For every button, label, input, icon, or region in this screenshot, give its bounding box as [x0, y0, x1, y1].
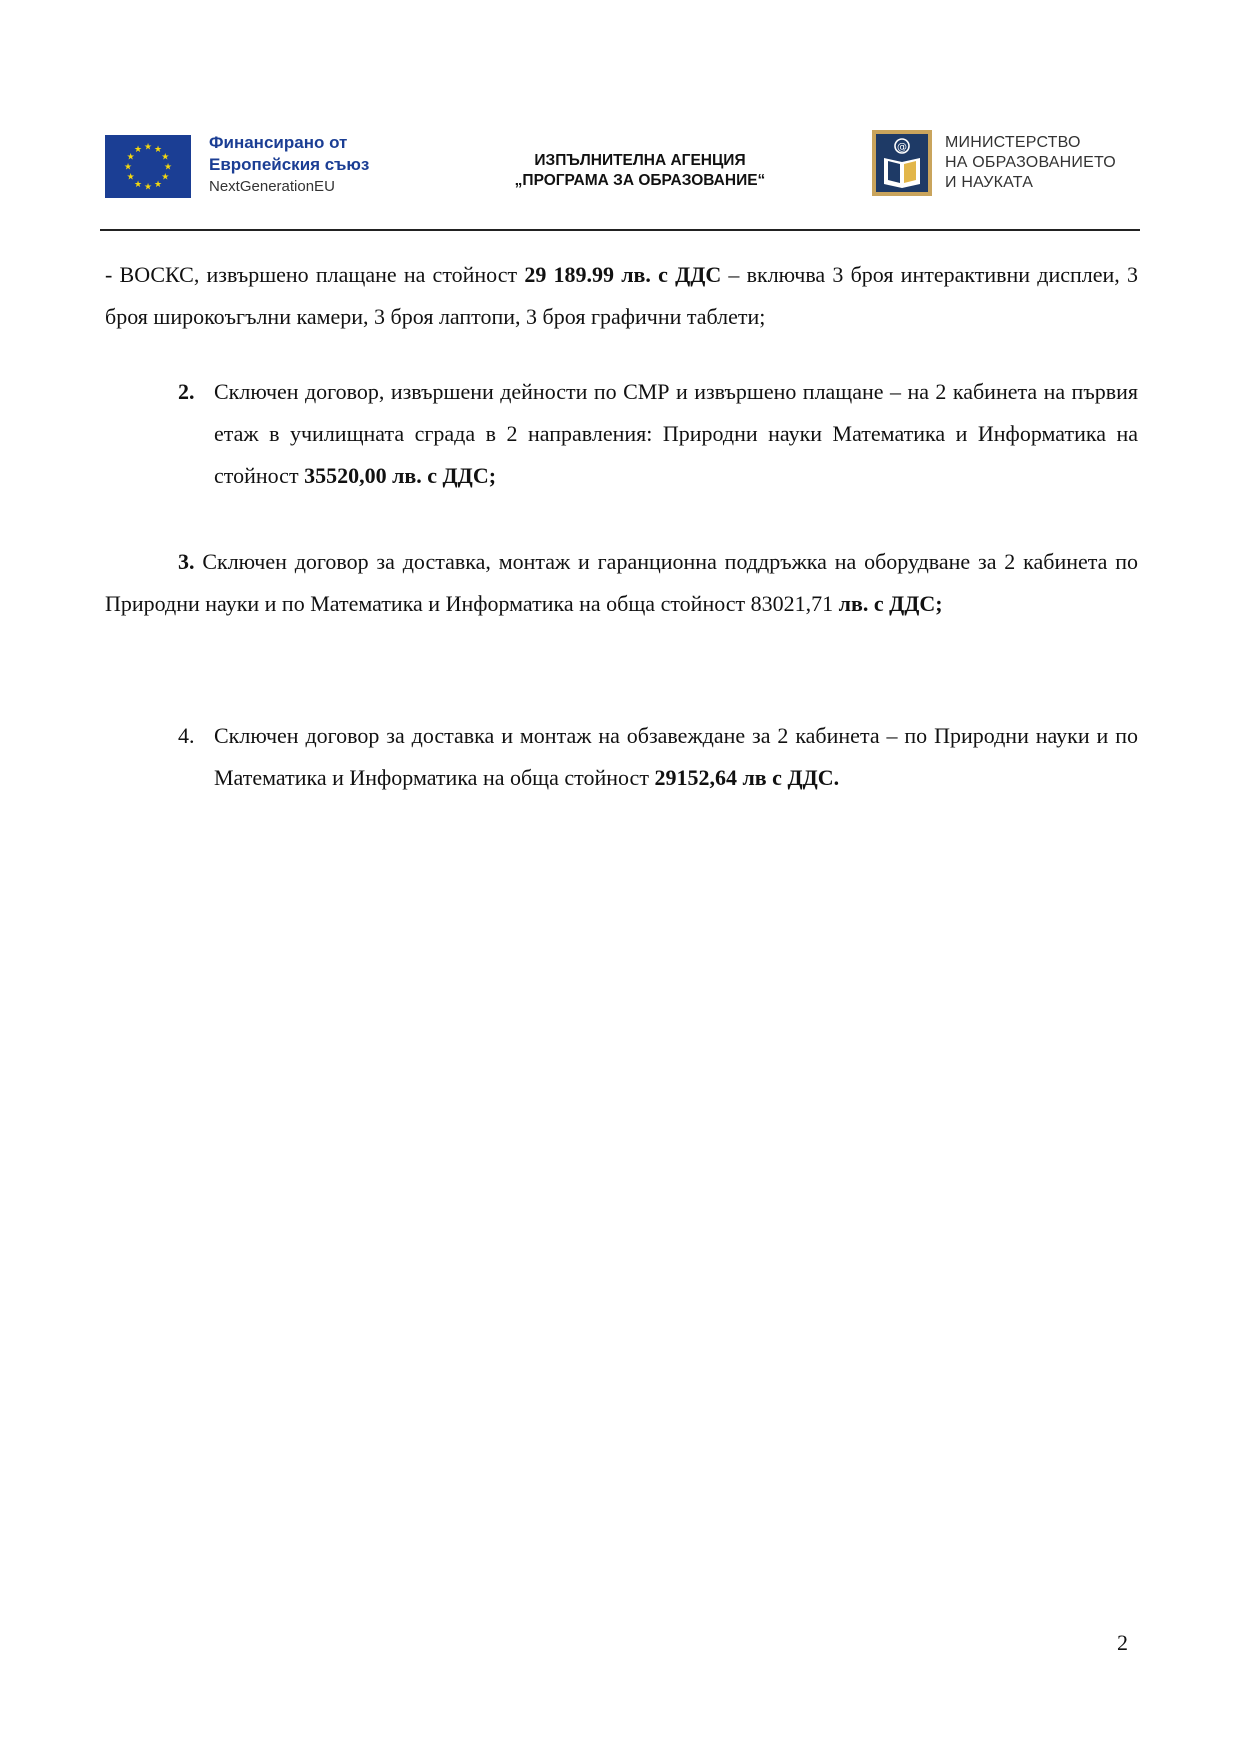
eu-star-icon: ★	[161, 172, 170, 183]
agency-line-2: „ПРОГРАМА ЗА ОБРАЗОВАНИЕ“	[514, 172, 766, 189]
eu-line-1: Финансирано от	[209, 133, 348, 152]
list-number-2: 2.	[178, 379, 195, 404]
eu-star-icon: ★	[153, 145, 163, 156]
eu-flag-icon	[105, 135, 191, 198]
eu-star-icon: ★	[153, 179, 163, 190]
eu-star-icon: ★	[143, 142, 153, 153]
ministry-label	[945, 133, 1116, 193]
list-number-4: 4.	[178, 723, 195, 748]
p3-amount: лв. с ДДС;	[838, 591, 943, 616]
p1-text-c: – включва 3 броя интерактивни дисплеи, 3 броя широкоъгълни камери, 3 броя лаптопи, 3 броя графични таблети;	[105, 262, 1138, 329]
paragraph-3	[105, 541, 1138, 625]
agency-line-1: ИЗПЪЛНИТЕЛНА АГЕНЦИЯ	[534, 152, 746, 169]
list-item-4	[178, 715, 1138, 799]
eu-star-icon: ★	[126, 172, 135, 183]
agency-title	[455, 151, 825, 191]
eu-line-2: Европейския съюз	[209, 155, 370, 174]
p3-text: Сключен договор за доставка, монтаж и гаранционна поддръжка на оборудване за 2 кабинета по Природни науки и по Математика и Информатика на обща стойност 83021,71	[105, 549, 1138, 616]
item4-text: Сключен договор за доставка и монтаж на обзавеждане за 2 кабинета – по Природни науки и по Математика и Информатика на обща стойност	[214, 723, 1138, 790]
list-number-3: 3.	[178, 549, 195, 574]
list-text-4	[214, 715, 1138, 799]
list-item-2	[178, 371, 1138, 497]
ministry-line-3: И НАУКАТА	[945, 174, 1034, 191]
item4-amount: 29152,64 лв с ДДС.	[654, 765, 840, 790]
p1-amount: 29 189.99 лв. с ДДС	[524, 262, 722, 287]
eu-star-icon: ★	[163, 162, 173, 173]
eu-star-icon: ★	[133, 179, 143, 190]
item2-amount: 35520,00 лв. с ДДС;	[304, 463, 497, 488]
eu-star-icon: ★	[126, 152, 135, 163]
item2-text: Сключен договор, извършени дейности по СМР и извършено плащане – на 2 кабинета на първия етаж в училищната сграда в 2 направления: Природни науки Математика и Информатика на стойност	[214, 379, 1138, 488]
eu-star-icon: ★	[143, 182, 153, 193]
paragraph-vosks	[105, 254, 1138, 338]
header-divider	[100, 229, 1140, 231]
eu-star-icon: ★	[161, 152, 170, 163]
eu-star-icon: ★	[133, 145, 143, 156]
eu-funding-label	[209, 132, 369, 198]
list-text-2	[214, 371, 1138, 497]
ministry-line-2: НА ОБРАЗОВАНИЕТО	[945, 154, 1116, 171]
page-number: 2	[1117, 1630, 1128, 1655]
eu-star-icon: ★	[123, 162, 133, 173]
svg-text:@: @	[897, 142, 907, 153]
ministry-book-icon	[872, 130, 932, 196]
ministry-line-1: МИНИСТЕРСТВО	[945, 134, 1081, 151]
p1-text-a: - ВОСКС, извършено плащане на стойност	[105, 262, 525, 287]
eu-line-3: NextGenerationEU	[209, 178, 335, 195]
page-header	[0, 0, 1241, 240]
